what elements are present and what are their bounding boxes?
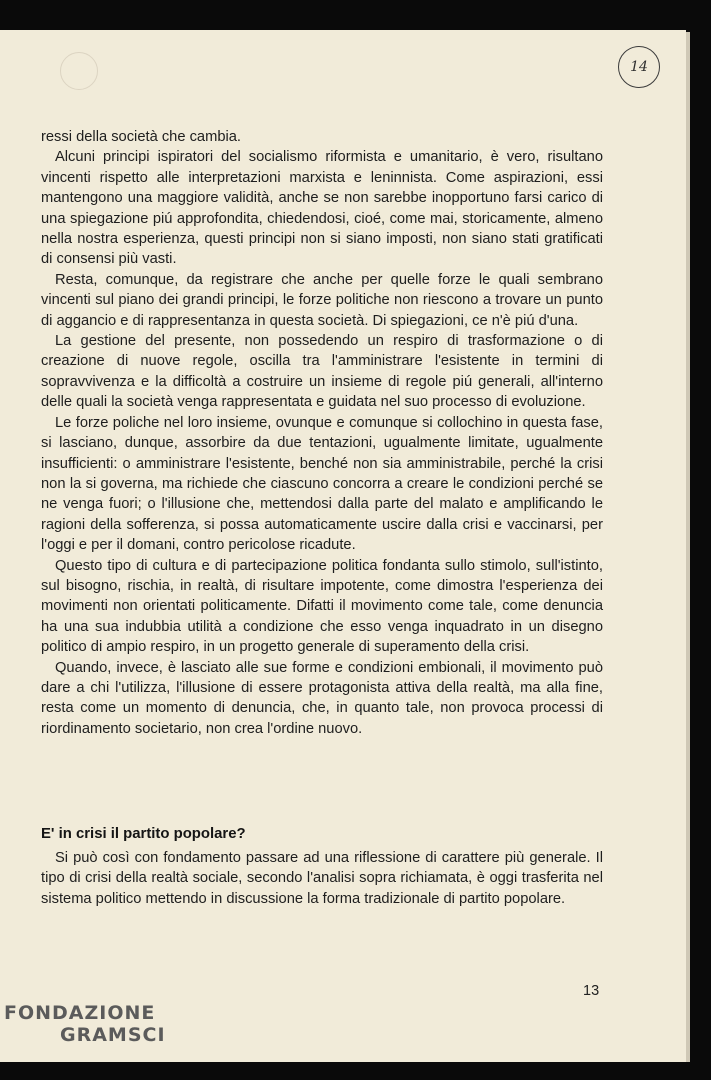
section-heading: E' in crisi il partito popolare?	[41, 826, 246, 842]
paragraph: Questo tipo di cultura e di partecipazione politica fondanta sullo stimolo, sull'istinto, sul bisogno, rischia, in realtà, di risultare impotente, come dimostra l'esperienza dei movimenti non orientati politicamente. Difatti il movimento come tale, come denuncia ha una sua indubbia utilità a condizione che esso venga inquadrato in un disegno politico di ampio respiro, in un progetto generale di superamento della crisi.	[41, 557, 603, 656]
paragraph: Le forze poliche nel loro insieme, ovunque e comunque si collochino in questa fase, si lasciano, dunque, assorbire da due tentazioni, ugualmente limitate, ugualmente insufficienti: o amministrare l'esistente, benché non sia amministrabile, perché la crisi non la si governa, ma richiede che ciascuno concorra a creare le condizioni perché se ne venga fuori; o l'illusione che, mettendosi dalla parte del malato e amplificando le ragioni della sofferenza, si possa automaticamente uscire dalla crisi e vaccinarsi, per l'oggi e per il domani, contro pericolose ricadute.	[41, 414, 603, 554]
page-edge	[686, 32, 690, 1062]
paragraph: Quando, invece, è lasciato alle sue forme e condizioni embionali, il movimento può dare a chi l'utilizza, l'illusione di essere protagonista attiva della realtà, ma alla fine, resta come un momento di denuncia, che, in quanto tale, non provoca processi di riordinamento societario, non crea l'ordine nuovo.	[41, 659, 603, 737]
body-text-section-2	[41, 848, 603, 909]
watermark-line-2: GRAMSCI	[60, 1024, 166, 1046]
handwritten-folio-mark: 14	[618, 46, 660, 88]
paragraph: ressi della società che cambia.	[41, 129, 242, 145]
page-number: 13	[583, 983, 600, 999]
paragraph: Alcuni principi ispiratori del socialismo riformista e umanitario, è vero, risultano vincenti rispetto alle interpretazioni marxista e leninnista. Come aspirazioni, essi mantengono una maggiore validità, anche se non sarebbe inopportuno farsi carico di una spiegazione piú approfondita, chiedendosi, cioé, come mai, storicamente, almeno nella nostra esperienza, questi principi non si siano imposti, non siano stati gratificati di consensi più vasti.	[41, 149, 603, 268]
faint-stamp-circle	[60, 52, 98, 90]
paragraph: La gestione del presente, non possedendo un respiro di trasformazione o di creazione di nuove regole, oscilla tra l'amministrare l'esistente in termini di sopravvivenza e la difficoltà a costruire un insieme di regole piú generali, all'interno delle quali la società venga rappresentata e guidata nel suo processo di evoluzione.	[41, 333, 603, 411]
paragraph: Si può così con fondamento passare ad una riflessione di carattere più generale. Il tipo di crisi della realtà sociale, secondo l'analisi sopra richiamata, è oggi trasferita nel sistema politico mettendo in discussione la forma tradizionale di partito popolare.	[41, 850, 603, 907]
watermark-line-1: FONDAZIONE	[4, 1002, 156, 1024]
paragraph: Resta, comunque, da registrare che anche per quelle forze le quali sembrano vincenti sul piano dei grandi principi, le forze politiche non riescono a trovare un punto di aggancio e di rappresentanza in questa società. Di spiegazioni, ce n'è piú d'una.	[41, 271, 603, 329]
body-text-section-1	[41, 127, 603, 739]
watermark-logo	[4, 1002, 166, 1046]
